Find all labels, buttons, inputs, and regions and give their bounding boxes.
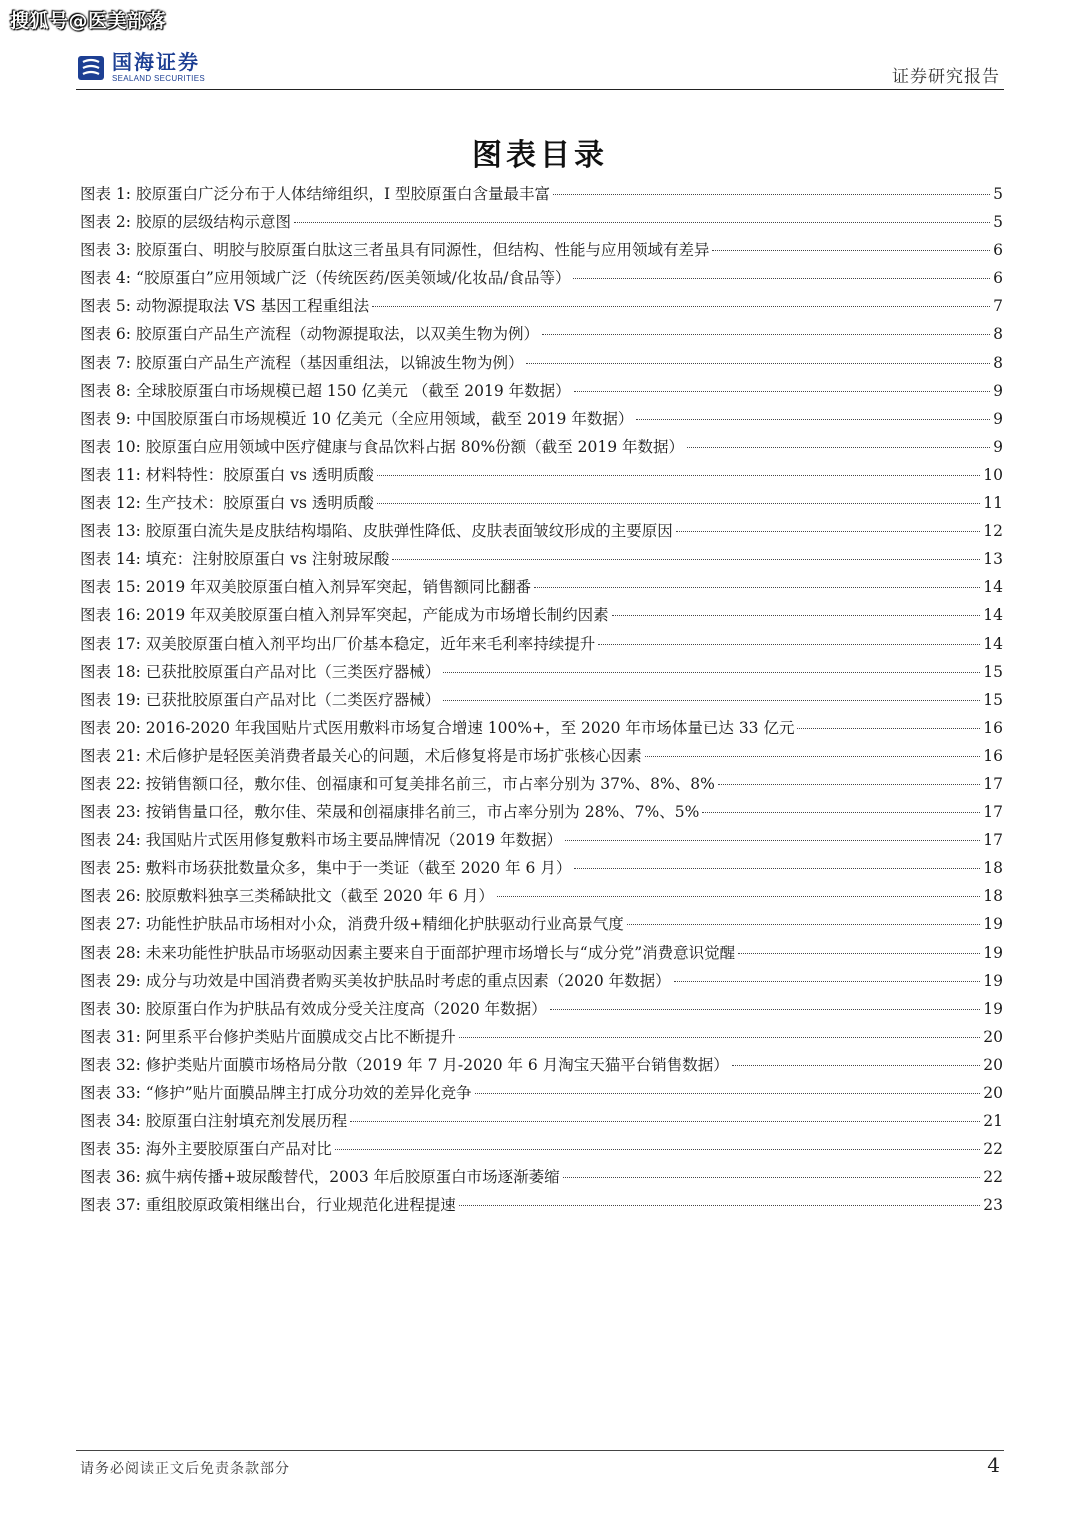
toc-entry-label: 图表 36: 疯牛病传播+玻尿酸替代，2003 年后胶原蛋白市场逐渐萎缩 [80,1168,560,1187]
toc-dot-leader [372,306,990,307]
toc-dot-leader [553,194,990,195]
footer-divider [76,1450,1004,1451]
toc-entry-label: 图表 5: 动物源提取法 VS 基因工程重组法 [80,297,370,316]
toc-entry-page: 12 [983,522,1003,541]
page-title: 图表目录 [472,138,608,173]
footer-disclaimer: 请务必阅读正文后免责条款部分 [80,1461,290,1477]
toc-dot-leader [627,924,980,925]
toc-entry[interactable] [80,1079,1003,1107]
toc-entry-page: 14 [983,578,1003,597]
toc-entry-label: 图表 31: 阿里系平台修护类贴片面膜成交占比不断提升 [80,1027,456,1046]
toc-entry-page: 6 [993,269,1003,288]
toc-entry-label: 图表 22: 按销售额口径，敷尔佳、创福康和可复美排名前三，市占率分别为 37%、8%、8% [80,774,715,793]
toc-entry[interactable] [80,377,1003,405]
toc-entry-page: 19 [983,999,1003,1018]
toc-entry-label: 图表 10: 胶原蛋白应用领域中医疗健康与食品饮料占据 80%份额（截至 2019 年数据） [80,437,684,456]
sealand-logo-icon [76,53,106,83]
toc-entry-label: 图表 30: 胶原蛋白作为护肤品有效成分受关注度高（2020 年数据） [80,999,547,1018]
toc-entry-page: 18 [983,887,1003,906]
toc-dot-leader [526,363,990,364]
toc-entry[interactable] [80,461,1003,489]
toc-entry-page: 17 [983,774,1003,793]
toc-dot-leader [294,222,990,223]
toc-entry-label: 图表 17: 双美胶原蛋白植入剂平均出厂价基本稳定，近年来毛利率持续提升 [80,634,596,653]
toc-entry[interactable] [80,854,1003,882]
toc-entry-page: 10 [983,465,1003,484]
toc-entry[interactable] [80,910,1003,938]
toc-entry-label: 图表 34: 胶原蛋白注射填充剂发展历程 [80,1112,348,1131]
toc-entry[interactable] [80,292,1003,320]
toc-dot-leader [797,728,980,729]
toc-entry[interactable] [80,1163,1003,1191]
toc-entry[interactable] [80,1051,1003,1079]
toc-dot-leader [443,672,980,673]
toc-entry-label: 图表 3: 胶原蛋白、明胶与胶原蛋白肽这三者虽具有同源性，但结构、性能与应用领域有差异 [80,241,710,260]
toc-dot-leader [563,1177,981,1178]
figure-table-of-contents [80,180,1003,1219]
toc-entry[interactable] [80,882,1003,910]
toc-dot-leader [443,700,980,701]
toc-entry-page: 17 [983,803,1003,822]
toc-entry-page: 17 [983,831,1003,850]
logo-english-name: SEALAND SECURITIES [112,74,205,83]
toc-entry[interactable] [80,264,1003,292]
toc-entry-label: 图表 19: 已获批胶原蛋白产品对比（二类医疗器械） [80,690,441,709]
toc-entry-page: 20 [983,1084,1003,1102]
toc-entry-label: 图表 24: 我国贴片式医用修复敷料市场主要品牌情况（2019 年数据） [80,831,563,850]
toc-dot-leader [732,1065,981,1066]
toc-entry[interactable] [80,208,1003,236]
toc-entry-page: 23 [983,1196,1003,1215]
toc-entry-page: 8 [993,325,1003,344]
toc-entry-page: 18 [983,859,1003,878]
toc-entry[interactable] [80,489,1003,517]
toc-entry-label: 图表 27: 功能性护肤品市场相对小众，消费升级+精细化护肤驱动行业高景气度 [80,915,624,934]
toc-entry-label: 图表 35: 海外主要胶原蛋白产品对比 [80,1140,332,1159]
toc-entry[interactable] [80,601,1003,629]
toc-entry-page: 9 [993,409,1003,428]
toc-entry-label: 图表 20: 2016-2020 年我国贴片式医用敷料市场复合增速 100%+，至 2020 年市场体量已达 33 亿元 [80,718,795,737]
toc-entry-label: 图表 13: 胶原蛋白流失是皮肤结构塌陷、皮肤弹性降低、皮肤表面皱纹形成的主要原因 [80,522,673,541]
toc-entry-page: 5 [993,213,1003,232]
toc-dot-leader [598,644,980,645]
toc-entry[interactable] [80,658,1003,686]
toc-entry-label: 图表 29: 成分与功效是中国消费者购买美妆护肤品时考虑的重点因素（2020 年数据） [80,971,671,990]
toc-entry-page: 5 [993,185,1003,203]
logo-chinese-name: 国海证券 [112,50,200,74]
toc-dot-leader [738,953,980,954]
toc-entry[interactable] [80,686,1003,714]
toc-entry[interactable] [80,1135,1003,1163]
report-type-label: 证券研究报告 [892,67,1000,87]
company-logo [76,52,205,83]
toc-entry-label: 图表 26: 胶原敷料独享三类稀缺批文（截至 2020 年 6 月） [80,887,494,906]
toc-entry[interactable] [80,433,1003,461]
toc-entry[interactable] [80,545,1003,573]
toc-dot-leader [534,587,980,588]
toc-entry[interactable] [80,236,1003,264]
toc-entry-page: 22 [983,1168,1003,1187]
toc-entry-label: 图表 21: 术后修护是轻医美消费者最关心的问题，术后修复将是市场扩张核心因素 [80,746,642,765]
toc-dot-leader [574,868,980,869]
toc-entry-page: 21 [983,1112,1003,1131]
toc-dot-leader [636,419,990,420]
toc-dot-leader [459,1205,980,1206]
toc-entry-page: 13 [983,550,1003,569]
toc-entry[interactable] [80,967,1003,995]
toc-entry-page: 9 [993,437,1003,456]
toc-dot-leader [676,531,980,532]
toc-dot-leader [573,278,990,279]
watermark-text: 搜狐号@医美部落 [10,10,167,32]
toc-entry-page: 16 [983,718,1003,737]
toc-dot-leader [350,1121,980,1122]
toc-entry-page: 20 [983,1027,1003,1046]
toc-dot-leader [459,1037,980,1038]
toc-entry-label: 图表 33: “修护”贴片面膜品牌主打成分功效的差异化竞争 [80,1084,472,1102]
toc-entry-label: 图表 2: 胶原的层级结构示意图 [80,213,291,232]
toc-entry[interactable] [80,939,1003,967]
toc-entry[interactable] [80,995,1003,1023]
toc-entry[interactable] [80,630,1003,658]
toc-entry-label: 图表 16: 2019 年双美胶原蛋白植入剂异军突起，产能成为市场增长制约因素 [80,606,609,625]
toc-dot-leader [377,503,980,504]
toc-dot-leader [674,981,981,982]
toc-dot-leader [612,615,981,616]
toc-entry-page: 16 [983,746,1003,765]
toc-dot-leader [497,896,980,897]
toc-entry[interactable] [80,714,1003,742]
toc-entry[interactable] [80,405,1003,433]
toc-entry-page: 6 [993,241,1003,260]
toc-entry-label: 图表 18: 已获批胶原蛋白产品对比（三类医疗器械） [80,662,441,681]
toc-entry[interactable] [80,517,1003,545]
toc-entry-page: 22 [983,1140,1003,1159]
toc-entry[interactable] [80,180,1003,208]
toc-entry-label: 图表 28: 未来功能性护肤品市场驱动因素主要来自于面部护理市场增长与“成分党”消费意识觉醒 [80,943,736,962]
toc-entry-page: 9 [993,381,1003,400]
toc-dot-leader [645,756,980,757]
toc-entry[interactable] [80,826,1003,854]
toc-dot-leader [542,334,990,335]
toc-entry-page: 19 [983,943,1003,962]
toc-entry-label: 图表 4: “胶原蛋白”应用领域广泛（传统医药/医美领域/化妆品/食品等） [80,269,571,288]
toc-entry-label: 图表 37: 重组胶原政策相继出台，行业规范化进程提速 [80,1196,456,1215]
toc-entry-label: 图表 23: 按销售量口径，敷尔佳、荣晟和创福康排名前三，市占率分别为 28%、7%、5% [80,803,700,822]
toc-dot-leader [565,840,980,841]
toc-entry-label: 图表 6: 胶原蛋白产品生产流程（动物源提取法，以双美生物为例） [80,325,539,344]
toc-entry-label: 图表 25: 敷料市场获批数量众多，集中于一类证（截至 2020 年 6 月） [80,859,572,878]
toc-dot-leader [550,1009,981,1010]
toc-entry-label: 图表 12: 生产技术：胶原蛋白 vs 透明质酸 [80,494,374,513]
toc-entry[interactable] [80,320,1003,348]
toc-entry-label: 图表 1: 胶原蛋白广泛分布于人体结缔组织，I 型胶原蛋白含量最丰富 [80,185,550,203]
toc-entry[interactable] [80,1191,1003,1219]
toc-entry[interactable] [80,349,1003,377]
toc-entry[interactable] [80,798,1003,826]
page-number: 4 [987,1453,1000,1477]
toc-dot-leader [712,250,990,251]
toc-dot-leader [392,559,980,560]
toc-entry-page: 20 [983,1055,1003,1074]
toc-entry-label: 图表 8: 全球胶原蛋白市场规模已超 150 亿美元 （截至 2019 年数据） [80,381,571,400]
toc-entry-page: 7 [993,297,1003,316]
toc-entry-label: 图表 14: 填充：注射胶原蛋白 vs 注射玻尿酸 [80,550,390,569]
toc-entry-label: 图表 7: 胶原蛋白产品生产流程（基因重组法，以锦波生物为例） [80,353,524,372]
toc-dot-leader [687,447,990,448]
toc-dot-leader [718,784,980,785]
toc-entry-page: 19 [983,971,1003,990]
toc-entry-page: 14 [983,634,1003,653]
toc-dot-leader [335,1149,980,1150]
toc-entry-label: 图表 15: 2019 年双美胶原蛋白植入剂异军突起，销售额同比翻番 [80,578,532,597]
toc-entry-page: 8 [993,353,1003,372]
toc-entry[interactable] [80,770,1003,798]
toc-entry[interactable] [80,1107,1003,1135]
toc-dot-leader [475,1093,981,1094]
header-divider [76,89,1004,90]
toc-entry-page: 15 [983,690,1003,709]
toc-entry-page: 11 [983,494,1003,513]
toc-entry[interactable] [80,573,1003,601]
toc-entry[interactable] [80,742,1003,770]
toc-entry-label: 图表 9: 中国胶原蛋白市场规模近 10 亿美元（全应用领域，截至 2019 年数据） [80,409,634,428]
toc-dot-leader [574,391,991,392]
toc-entry-page: 14 [983,606,1003,625]
toc-entry-page: 15 [983,662,1003,681]
toc-dot-leader [702,812,980,813]
toc-dot-leader [377,475,980,476]
toc-entry-label: 图表 32: 修护类贴片面膜市场格局分散（2019 年 7 月-2020 年 6 月淘宝天猫平台销售数据） [80,1055,729,1074]
toc-entry-page: 19 [983,915,1003,934]
toc-entry[interactable] [80,1023,1003,1051]
toc-entry-label: 图表 11: 材料特性：胶原蛋白 vs 透明质酸 [80,465,374,484]
